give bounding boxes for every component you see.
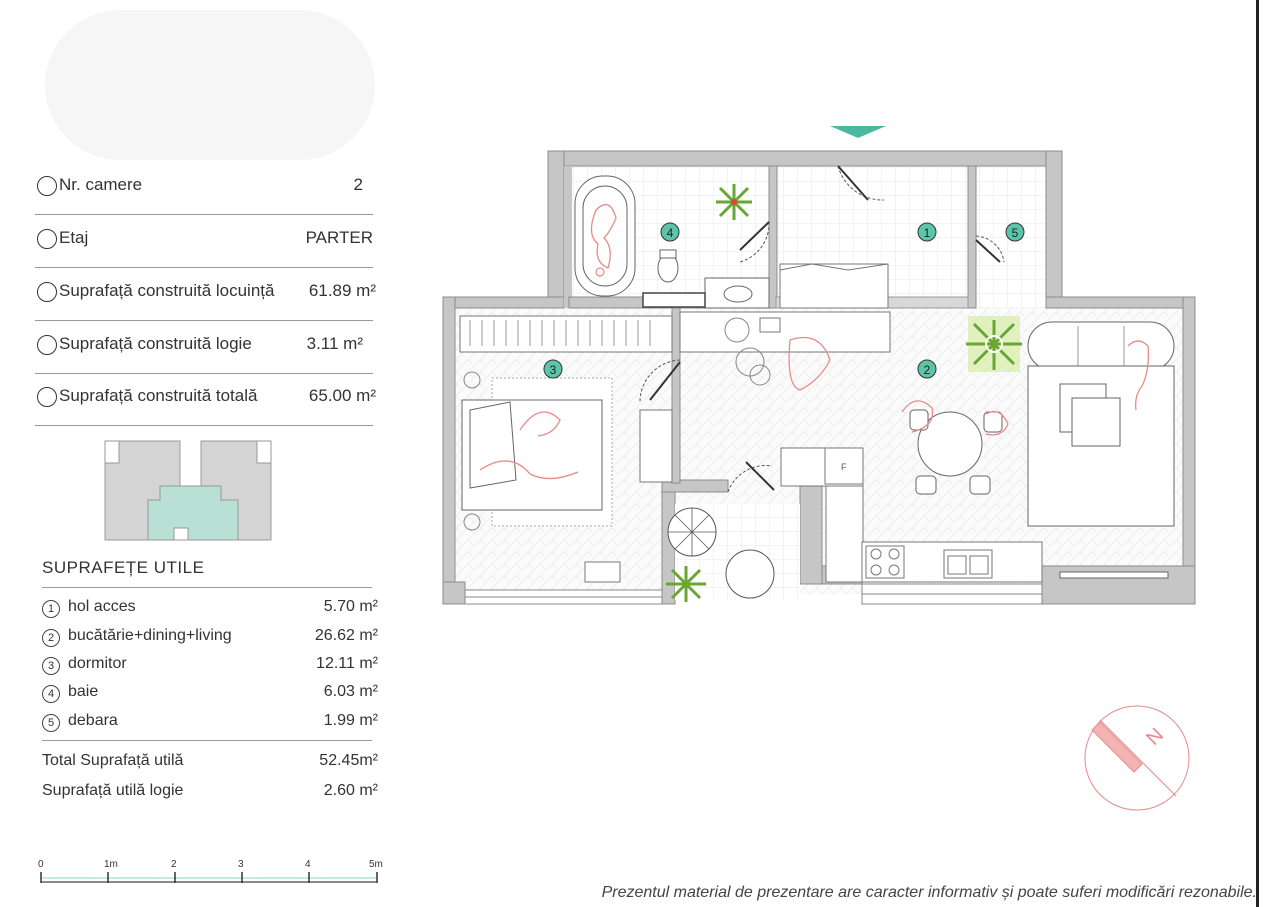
room-label: baie (68, 683, 99, 700)
scale-label-0: 0 (38, 859, 44, 870)
wall-bath-hall (769, 166, 777, 308)
built-total-value: 65.00 m² (308, 386, 376, 405)
total-useful-label: Total Suprafață utilă (42, 752, 184, 769)
wall-bath-left (548, 151, 564, 308)
room-marker-3-label: 3 (549, 363, 557, 377)
rooms-label: Nr. camere (59, 175, 143, 194)
wall-hall-storage (968, 166, 976, 308)
room-area: 6.03 m² (323, 683, 378, 700)
built-total-label: Suprafață construită totală (59, 386, 258, 405)
compass-north-label: N (1142, 724, 1168, 750)
wall-utility-right (800, 480, 822, 584)
room-number-badge: 3 (42, 657, 60, 675)
north-compass-icon (1085, 706, 1189, 810)
wall-right (1183, 297, 1195, 604)
room-label: dormitor (68, 655, 127, 672)
scale-label-3: 3 (238, 859, 244, 870)
room-number-badge: 4 (42, 685, 60, 703)
kitchen-cabinet (826, 486, 863, 582)
wall-bedroom (672, 308, 680, 483)
wall-left (443, 297, 455, 604)
loggia-useful-value: 2.60 m² (323, 782, 378, 799)
disclaimer-footer: Prezentul material de prezentare are caracter informativ și poate suferi modificări rezonabile. (601, 884, 1257, 901)
wall-right-top (1046, 297, 1194, 308)
wall-bath-inner (564, 166, 572, 308)
useful-areas-title: SUPRAFEȚE UTILE (42, 558, 205, 577)
radiator (643, 293, 705, 307)
built-home-label: Suprafață construită locuință (59, 281, 275, 300)
hall-wardrobe (780, 264, 888, 308)
room-number-badge: 5 (42, 714, 60, 732)
spiral-stairs-treads (668, 508, 716, 556)
wall-left-top (443, 297, 564, 308)
scale-label-4: 4 (305, 859, 311, 870)
desk (680, 312, 890, 352)
sink-icon (724, 286, 752, 302)
room-area: 1.99 m² (323, 712, 378, 729)
total-useful-value: 52.45m² (319, 752, 378, 769)
wall-bottom-left (443, 582, 465, 604)
built-home-value: 61.89 m² (308, 281, 376, 300)
scale-label-5: 5m (369, 859, 383, 870)
room-marker-4-label: 4 (666, 226, 674, 240)
rooms-value: 2 (353, 175, 363, 194)
built-loggia-label: Suprafață construită logie (59, 334, 252, 353)
room-number-badge: 2 (42, 629, 60, 647)
sofa (1028, 322, 1174, 370)
keyboard-icon (760, 318, 780, 332)
room-area: 12.11 m² (316, 655, 378, 672)
floor-label: Etaj (59, 228, 89, 247)
room-marker-2-label: 2 (923, 363, 931, 377)
room-label: debara (68, 712, 118, 729)
scale-label-2: 2 (171, 859, 177, 870)
room-marker-5-label: 5 (1011, 226, 1019, 240)
tv-unit (1060, 572, 1168, 578)
floor-value: PARTER (305, 228, 373, 247)
entrance-arrow-icon (830, 126, 886, 138)
washing-machine-icon (726, 550, 774, 598)
room-label: bucătărie+dining+living (68, 627, 232, 644)
built-loggia-value: 3.11 m² (306, 334, 363, 353)
room-area: 5.70 m² (323, 598, 378, 615)
room-area: 26.62 m² (314, 627, 378, 644)
kitchen-counter (862, 542, 1042, 582)
plant-icon (666, 566, 706, 602)
wall-top (548, 151, 1062, 166)
room-label: hol acces (68, 598, 136, 615)
loggia-useful-label: Suprafață utilă logie (42, 782, 184, 799)
bedroom-dresser (640, 410, 672, 482)
radiator-bedroom (585, 562, 620, 582)
wall-storage-right (1046, 151, 1062, 308)
room-marker-1-label: 1 (923, 226, 931, 240)
fridge-label: F (841, 462, 847, 472)
room-number-badge: 1 (42, 600, 60, 618)
scale-label-1: 1m (104, 859, 118, 870)
side-table (1072, 398, 1120, 446)
